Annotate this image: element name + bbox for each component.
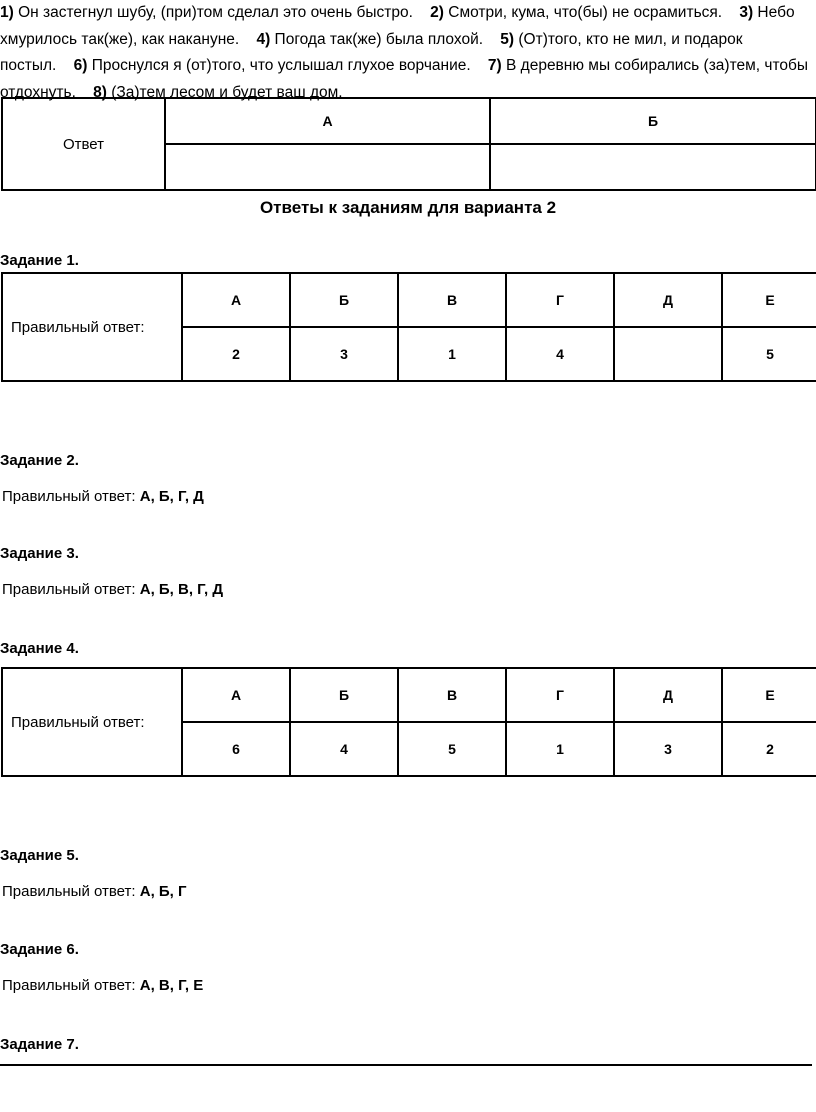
- item-text: Он застегнул шубу, (при)том сделал это очень быстро.: [13, 4, 413, 21]
- answer-label: Правильный ответ:: [2, 977, 140, 994]
- divider-line: [0, 1064, 812, 1066]
- task4-header: Г: [506, 668, 614, 722]
- item-number: 6): [73, 57, 88, 74]
- intro-paragraph: [0, 0, 812, 106]
- answer-label: Правильный ответ:: [2, 581, 140, 598]
- answer-value: А, Б, В, Г, Д: [139, 581, 224, 598]
- task-title: Задание 4.: [0, 640, 79, 657]
- task1-header: Д: [614, 273, 722, 327]
- task4-label: Правильный ответ:: [2, 668, 182, 776]
- task1-header: В: [398, 273, 506, 327]
- answer-header: Б: [490, 98, 816, 144]
- item-number: 7): [487, 57, 502, 74]
- answer-value: А, В, Г, Е: [139, 977, 204, 994]
- item-text: (За)тем лесом и будет ваш дом.: [106, 83, 343, 101]
- answer-cell: [490, 144, 816, 190]
- task1-cell: 4: [506, 327, 614, 381]
- task1-header: Е: [722, 273, 816, 327]
- task1-cell: 1: [398, 327, 506, 381]
- task4-cell: 5: [398, 722, 506, 776]
- answer-label: Правильный ответ:: [2, 488, 140, 505]
- item-number: 2): [430, 4, 444, 21]
- task1-cell: 2: [182, 327, 290, 381]
- task4-header: Е: [722, 668, 816, 722]
- answer-table: [1, 97, 816, 191]
- task-title: Задание 1.: [0, 252, 79, 269]
- task4-header: А: [182, 668, 290, 722]
- task2-answer: [2, 488, 204, 505]
- task-title: Задание 3.: [0, 545, 79, 562]
- task3-answer: [2, 581, 223, 598]
- task1-label: Правильный ответ:: [2, 273, 182, 381]
- task-title: Задание 5.: [0, 847, 79, 864]
- task-title: Задание 2.: [0, 452, 79, 469]
- task1-header: Г: [506, 273, 614, 327]
- answer-value: А, Б, Г, Д: [139, 488, 204, 505]
- item-text: Проснулся я (от)того, что услышал глухое ворчание.: [87, 57, 471, 74]
- task4-header: Д: [614, 668, 722, 722]
- task4-cell: 2: [722, 722, 816, 776]
- answer-header: А: [165, 98, 490, 144]
- item-text: Смотри, кума, что(бы) не осрамиться.: [443, 4, 723, 21]
- answer-label: Правильный ответ:: [2, 883, 140, 900]
- answer-value: А, Б, Г: [139, 883, 187, 900]
- item-text: В деревню мы собирались (за)тем, чтобы отдохнуть.: [0, 57, 809, 101]
- answer-cell: [165, 144, 490, 190]
- task6-answer: [2, 977, 203, 994]
- item-number: 4): [256, 30, 271, 48]
- task4-cell: 1: [506, 722, 614, 776]
- item-number: 3): [739, 4, 754, 21]
- task1-cell: 5: [722, 327, 816, 381]
- task4-header: В: [398, 668, 506, 722]
- task4-cell: 6: [182, 722, 290, 776]
- item-text: (От)того, кто не мил, и подарок постыл.: [0, 30, 743, 74]
- task-title: Задание 7.: [0, 1036, 79, 1053]
- task5-answer: [2, 883, 187, 900]
- item-number: 1): [0, 4, 14, 21]
- item-text: Погода так(же) была плохой.: [270, 30, 484, 48]
- item-number: 5): [500, 30, 515, 48]
- item-text: Небо хмурилось так(же), как накануне.: [0, 4, 795, 48]
- task-title: Задание 6.: [0, 941, 79, 958]
- answer-label: Ответ: [2, 98, 165, 190]
- task4-cell: 4: [290, 722, 398, 776]
- page-heading: Ответы к заданиям для варианта 2: [259, 198, 557, 217]
- task1-header: Б: [290, 273, 398, 327]
- task1-header: А: [182, 273, 290, 327]
- task4-table: [1, 667, 816, 777]
- task1-table: [1, 272, 816, 382]
- task4-header: Б: [290, 668, 398, 722]
- task4-cell: 3: [614, 722, 722, 776]
- task1-cell: 3: [290, 327, 398, 381]
- task1-cell: [614, 327, 722, 381]
- item-number: 8): [93, 83, 107, 101]
